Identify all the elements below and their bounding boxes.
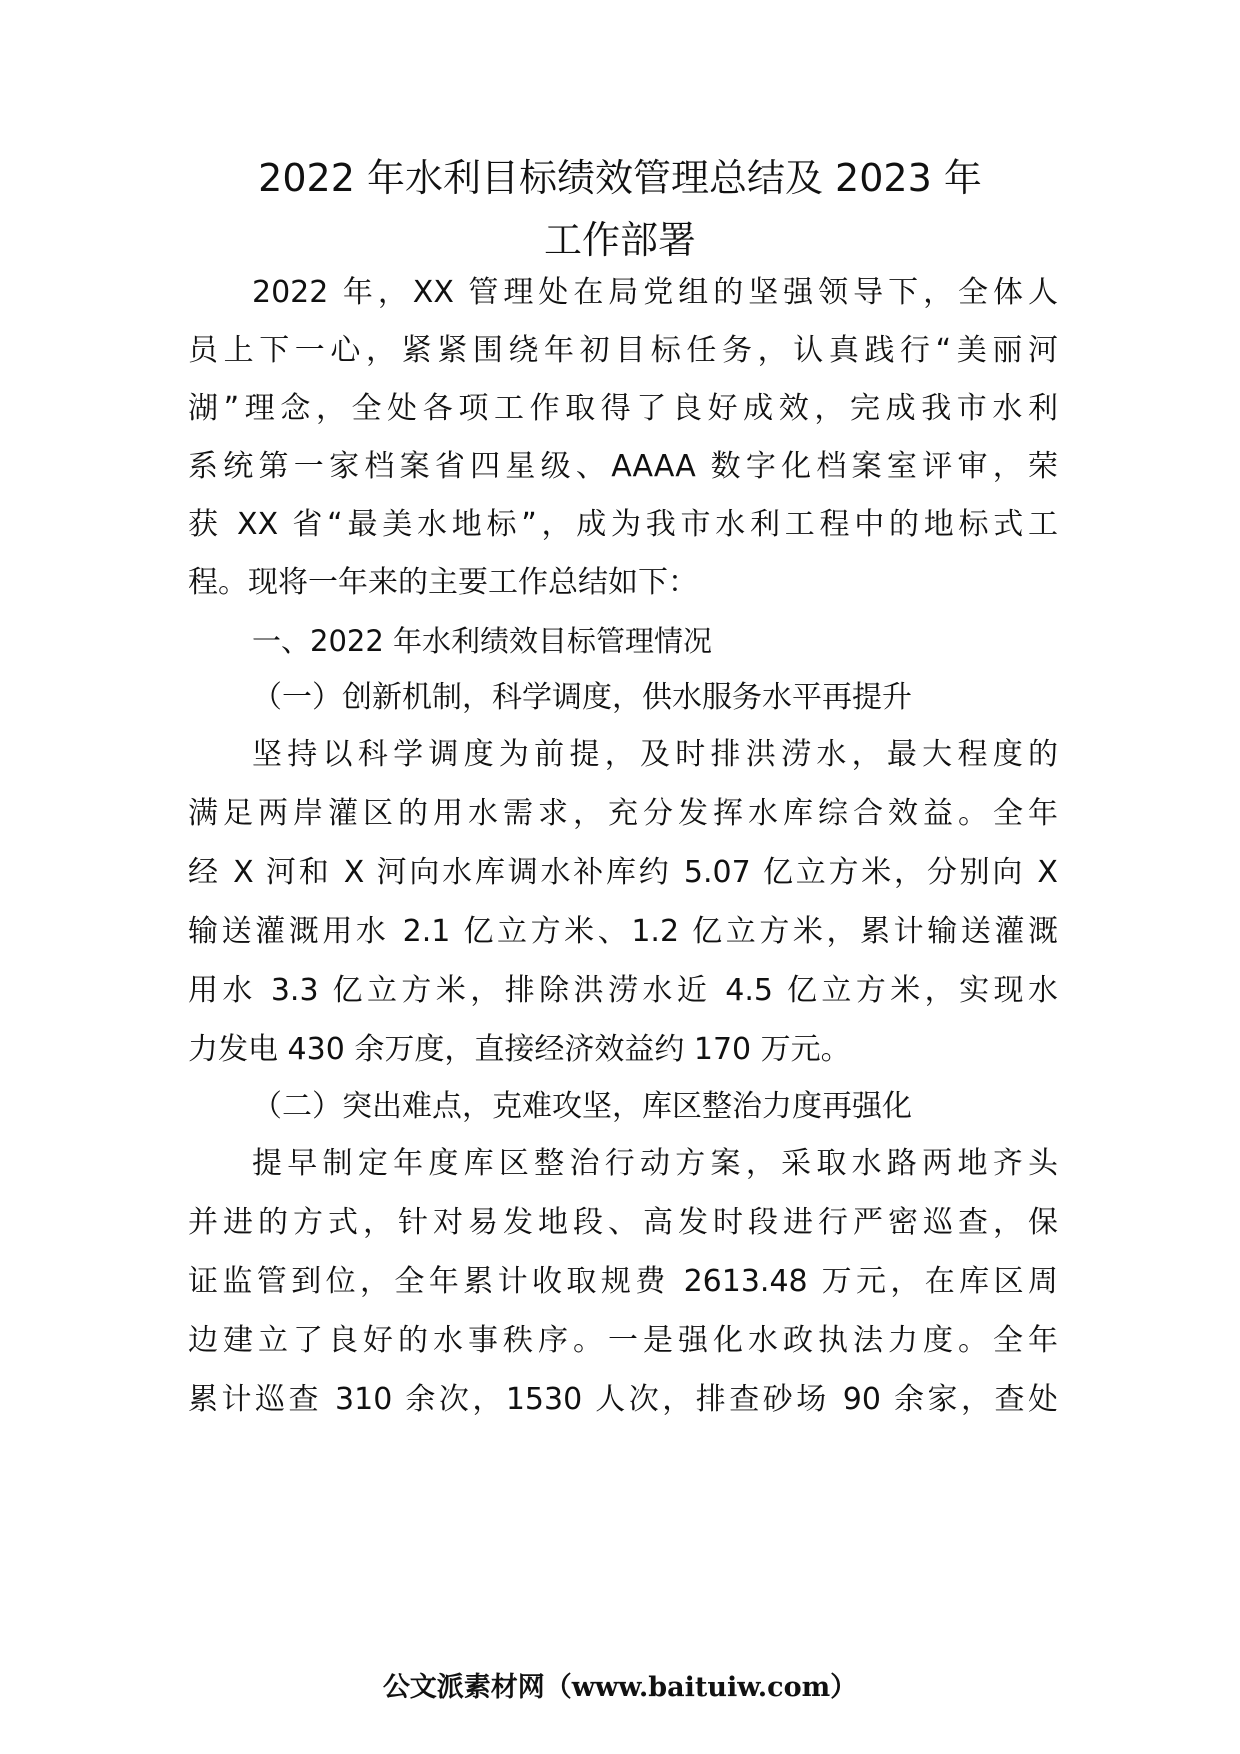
intro-paragraph-line: 员上下一心，紧紧围绕年初目标任务，认真践行“美丽河 xyxy=(188,333,1058,368)
subsection-1-paragraph-line: 满足两岸灌区的用水需求，充分发挥水库综合效益。全年 xyxy=(188,796,1058,831)
intro-paragraph-line: 系统第一家档案省四星级、AAAA 数字化档案室评审，荣 xyxy=(188,449,1058,484)
intro-paragraph-line: 程。现将一年来的主要工作总结如下： xyxy=(188,565,698,600)
subsection-1-paragraph-line: 用水 3.3 亿立方米，排除洪涝水近 4.5 亿立方米，实现水 xyxy=(188,973,1058,1008)
subsection-2-paragraph-line: 并进的方式，针对易发地段、高发时段进行严密巡查，保 xyxy=(188,1205,1058,1240)
subsection-1-paragraph-line: 坚持以科学调度为前提，及时排洪涝水，最大程度的 xyxy=(252,737,1058,772)
document-title-line-2: 工作部署 xyxy=(543,218,696,262)
intro-paragraph-line: 2022 年，XX 管理处在局党组的坚强领导下，全体人 xyxy=(252,275,1058,310)
section-heading-1: 一、2022 年水利绩效目标管理情况 xyxy=(252,624,713,658)
subsection-2-paragraph-line: 证监管到位，全年累计收取规费 2613.48 万元，在库区周 xyxy=(188,1264,1058,1299)
document-title-line-1: 2022 年水利目标绩效管理总结及 2023 年 xyxy=(258,156,982,200)
intro-paragraph-line: 获 XX 省“最美水地标”，成为我市水利工程中的地标式工 xyxy=(188,507,1058,542)
subsection-2-paragraph-line: 累计巡查 310 余次，1530 人次，排查砂场 90 余家，查处 xyxy=(188,1382,1058,1417)
subsection-1-paragraph-line: 输送灌溉用水 2.1 亿立方米、1.2 亿立方米，累计输送灌溉 xyxy=(188,914,1058,949)
intro-paragraph-line: 湖”理念，全处各项工作取得了良好成效，完成我市水利 xyxy=(188,391,1058,426)
subsection-heading-2: （二）突出难点，克难攻坚，库区整治力度再强化 xyxy=(252,1089,912,1124)
subsection-2-paragraph-line: 提早制定年度库区整治行动方案，采取水路两地齐头 xyxy=(252,1146,1058,1181)
subsection-1-paragraph-line: 经 X 河和 X 河向水库调水补库约 5.07 亿立方米，分别向 X xyxy=(188,855,1058,890)
footer-watermark-text: 公文派素材网（www.baituiw.com） xyxy=(382,1672,858,1703)
subsection-heading-1: （一）创新机制，科学调度，供水服务水平再提升 xyxy=(252,680,912,715)
subsection-2-paragraph-line: 边建立了良好的水事秩序。一是强化水政执法力度。全年 xyxy=(188,1323,1058,1358)
subsection-1-paragraph-line: 力发电 430 余万度，直接经济效益约 170 万元。 xyxy=(188,1032,851,1067)
